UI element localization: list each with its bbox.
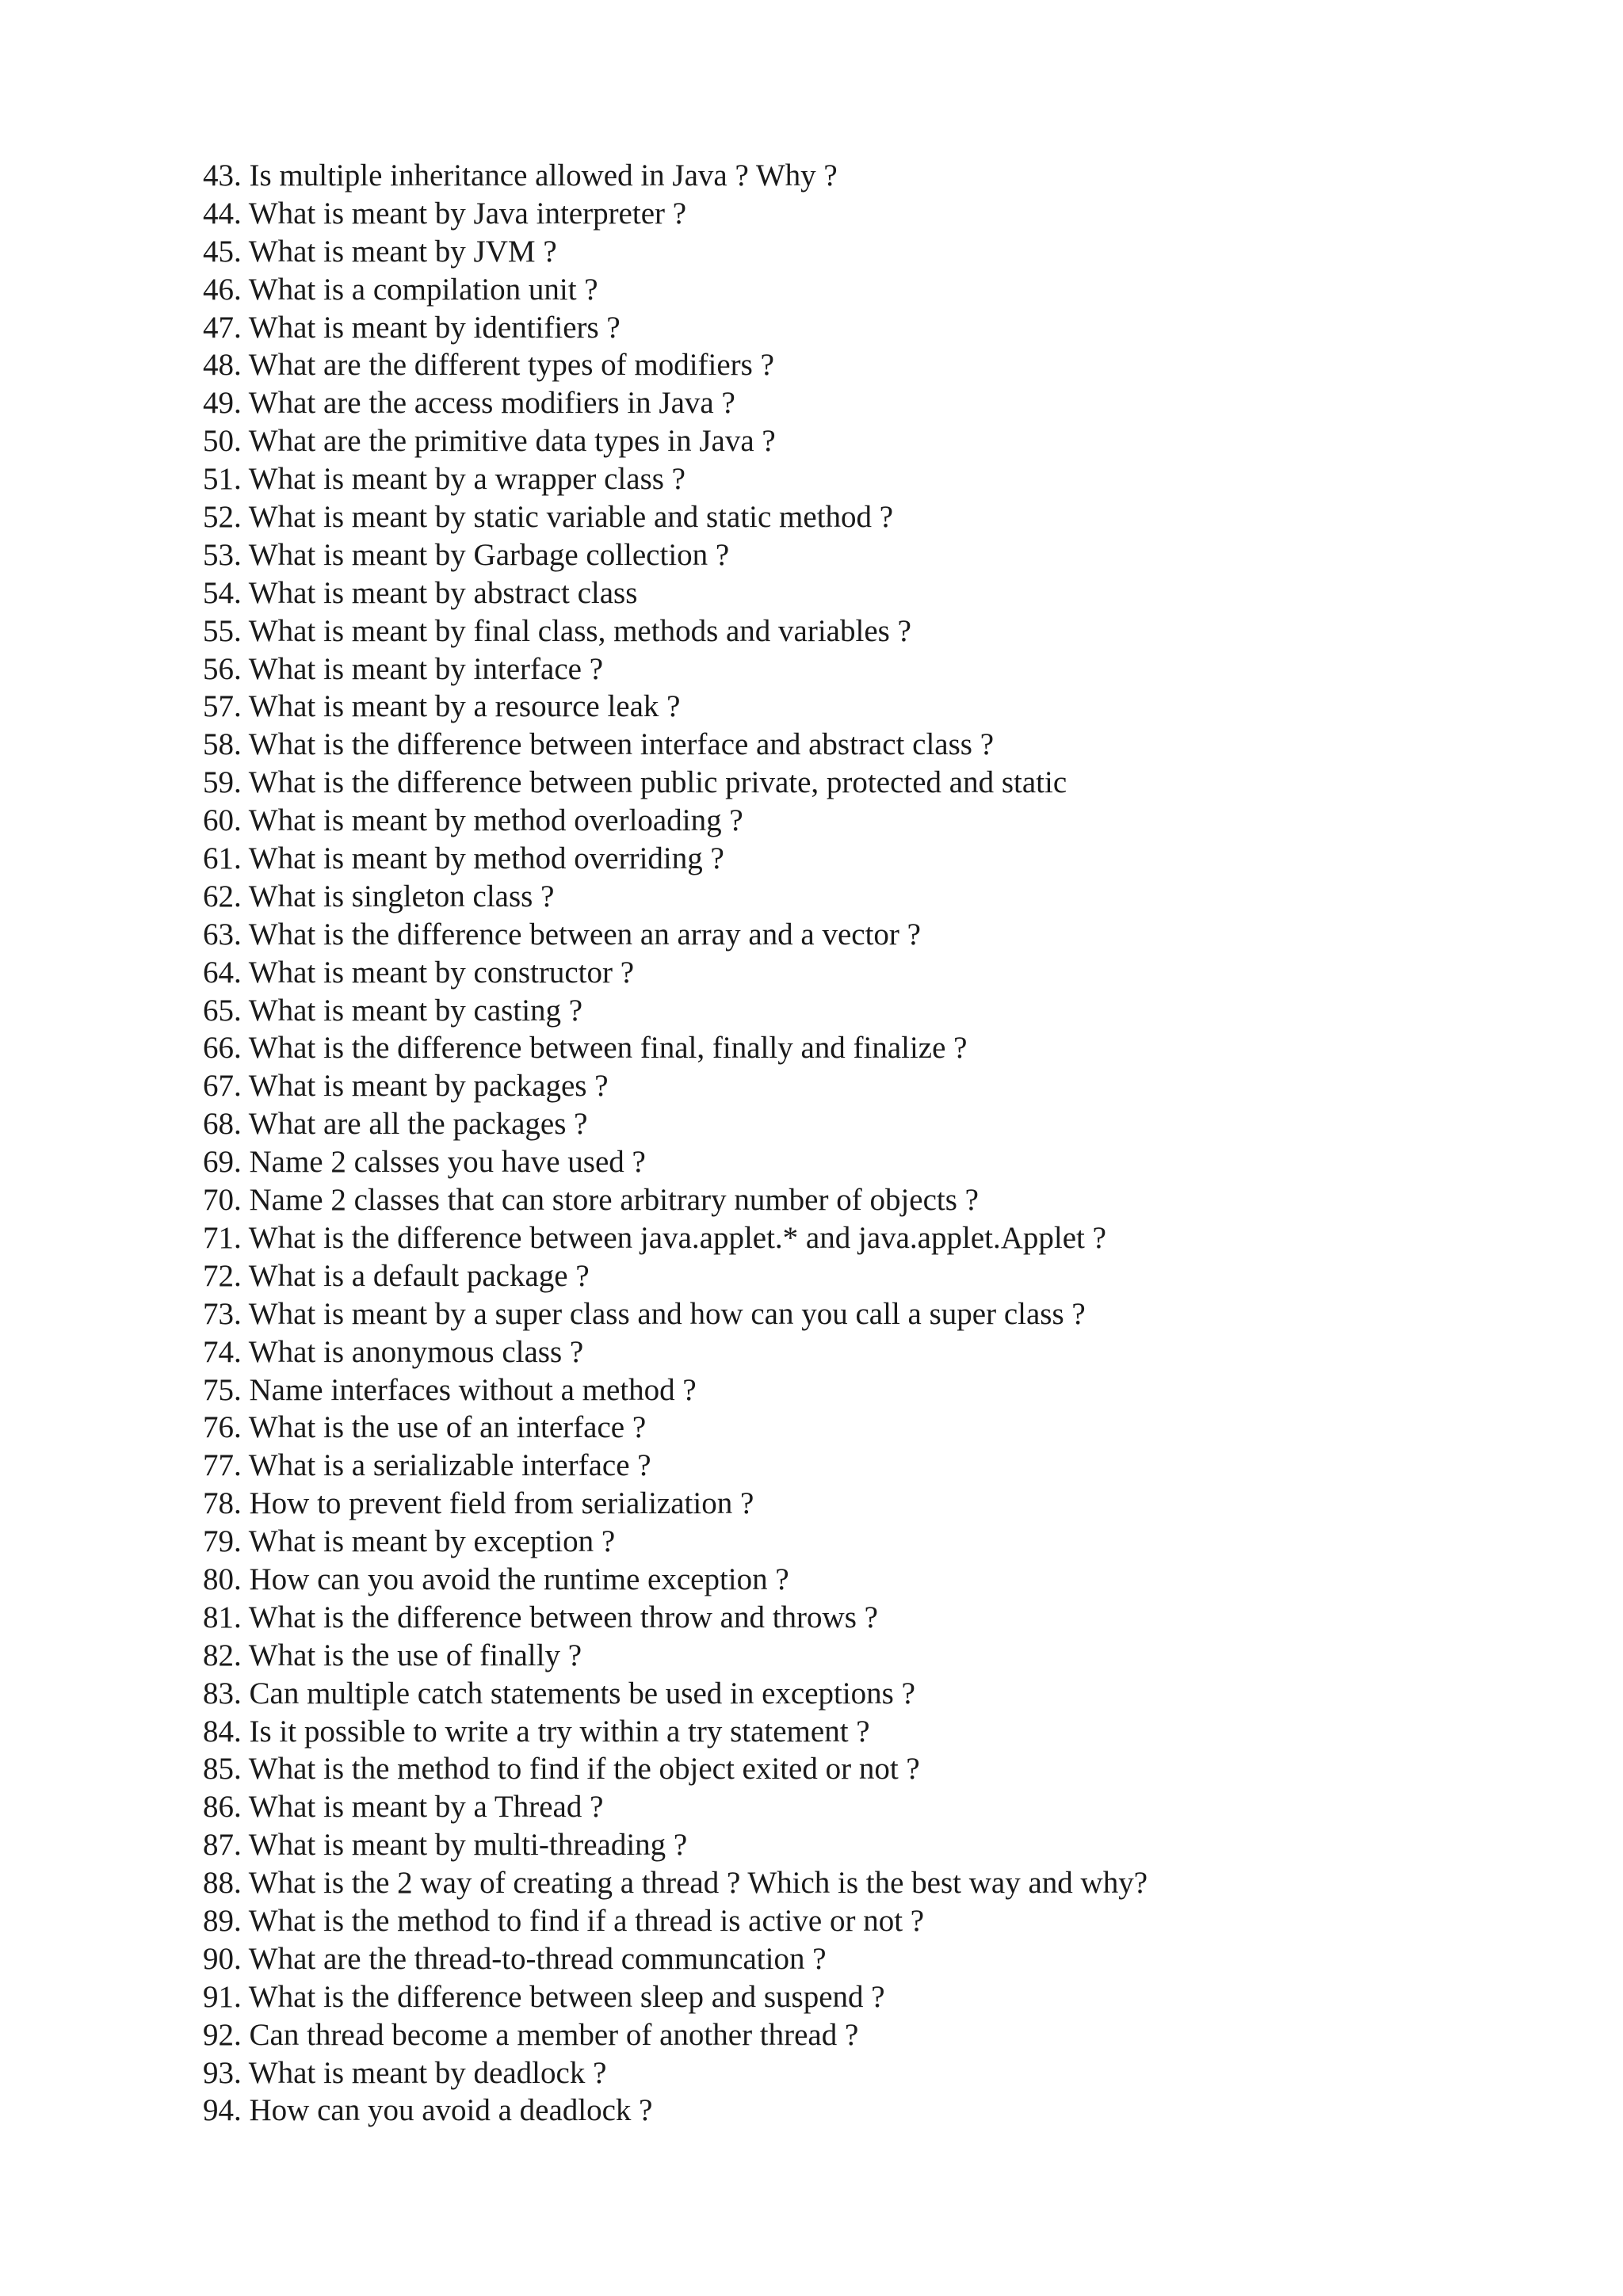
question-item: 71. What is the difference between java.applet.* and java.applet.Applet ?	[203, 1220, 1106, 1255]
question-item: 80. How can you avoid the runtime exception ?	[203, 1562, 789, 1596]
question-item: 78. How to prevent field from serialization ?	[203, 1486, 754, 1521]
question-item: 73. What is meant by a super class and how can you call a super class ?	[203, 1296, 1086, 1331]
question-item: 91. What is the difference between sleep and suspend ?	[203, 1979, 885, 2014]
question-item: 56. What is meant by interface ?	[203, 651, 604, 686]
question-item: 55. What is meant by final class, methods and variables ?	[203, 613, 911, 648]
question-item: 47. What is meant by identifiers ?	[203, 310, 621, 345]
question-item: 60. What is meant by method overloading ?	[203, 803, 743, 838]
question-item: 89. What is the method to find if a thread is active or not ?	[203, 1903, 925, 1938]
question-item: 68. What are all the packages ?	[203, 1107, 588, 1142]
question-item: 74. What is anonymous class ?	[203, 1334, 584, 1369]
question-item: 79. What is meant by exception ?	[203, 1524, 616, 1559]
question-item: 59. What is the difference between public private, protected and static	[203, 765, 1067, 800]
question-item: 92. Can thread become a member of another thread ?	[203, 2017, 859, 2052]
question-item: 90. What are the thread-to-thread communcation ?	[203, 1941, 827, 1976]
question-item: 43. Is multiple inheritance allowed in Java ? Why ?	[203, 158, 838, 193]
question-item: 67. What is meant by packages ?	[203, 1069, 609, 1104]
question-item: 63. What is the difference between an array and a vector ?	[203, 917, 921, 952]
question-item: 83. Can multiple catch statements be used in exceptions ?	[203, 1676, 915, 1711]
question-item: 54. What is meant by abstract class	[203, 575, 638, 610]
question-item: 85. What is the method to find if the object exited or not ?	[203, 1752, 920, 1787]
question-item: 72. What is a default package ?	[203, 1258, 590, 1293]
question-item: 57. What is meant by a resource leak ?	[203, 689, 681, 724]
question-item: 46. What is a compilation unit ?	[203, 272, 598, 307]
question-item: 76. What is the use of an interface ?	[203, 1410, 647, 1445]
question-item: 86. What is meant by a Thread ?	[203, 1790, 604, 1825]
question-item: 93. What is meant by deadlock ?	[203, 2055, 607, 2090]
question-item: 66. What is the difference between final, finally and finalize ?	[203, 1031, 968, 1066]
question-item: 64. What is meant by constructor ?	[203, 955, 635, 990]
question-item: 58. What is the difference between interface and abstract class ?	[203, 727, 995, 762]
question-item: 77. What is a serializable interface ?	[203, 1448, 651, 1483]
question-item: 45. What is meant by JVM ?	[203, 234, 557, 269]
question-item: 61. What is meant by method overriding ?	[203, 841, 724, 876]
question-item: 70. Name 2 classes that can store arbitrary number of objects ?	[203, 1183, 979, 1218]
question-item: 50. What are the primitive data types in Java ?	[203, 424, 776, 459]
question-item: 81. What is the difference between throw and throws ?	[203, 1600, 878, 1634]
question-item: 51. What is meant by a wrapper class ?	[203, 462, 685, 497]
question-list	[203, 157, 1148, 2130]
question-item: 44. What is meant by Java interpreter ?	[203, 196, 687, 231]
question-item: 75. Name interfaces without a method ?	[203, 1372, 697, 1407]
question-item: 52. What is meant by static variable and static method ?	[203, 500, 894, 535]
question-item: 53. What is meant by Garbage collection ?	[203, 537, 730, 572]
question-item: 88. What is the 2 way of creating a thread ? Which is the best way and why?	[203, 1866, 1148, 1901]
question-item: 84. Is it possible to write a try within a try statement ?	[203, 1714, 870, 1749]
question-item: 69. Name 2 calsses you have used ?	[203, 1145, 646, 1180]
question-item: 94. How can you avoid a deadlock ?	[203, 2093, 653, 2128]
question-item: 48. What are the different types of modifiers ?	[203, 348, 774, 383]
question-item: 62. What is singleton class ?	[203, 879, 555, 913]
question-item: 65. What is meant by casting ?	[203, 993, 583, 1028]
question-item: 87. What is meant by multi-threading ?	[203, 1828, 688, 1863]
question-item: 82. What is the use of finally ?	[203, 1638, 582, 1672]
question-item: 49. What are the access modifiers in Java ?	[203, 386, 735, 421]
